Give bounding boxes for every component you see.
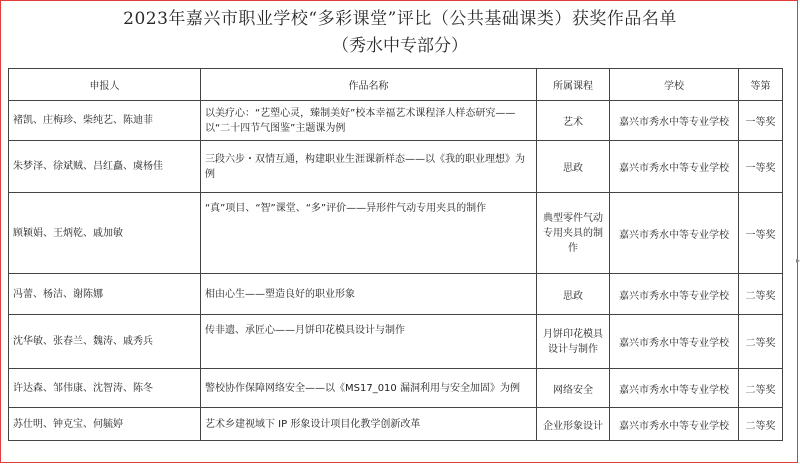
cell-applicant: 顾颖娟、王炳乾、戚加敏 bbox=[9, 193, 201, 274]
header-course: 所属课程 bbox=[537, 69, 610, 101]
cell-course: 网络安全 bbox=[537, 369, 610, 408]
cell-work: 相由心生——塑造良好的职业形象 bbox=[201, 274, 537, 315]
cell-work: 以美疗心：“艺塑心灵，臻制美好”校本幸福艺术课程泽人样态研究——以“二十四节气图鉴”主题课为例 bbox=[201, 101, 537, 141]
cell-grade: 二等奖 bbox=[739, 369, 783, 408]
table-row bbox=[9, 315, 783, 369]
cell-grade: 二等奖 bbox=[739, 408, 783, 441]
edge-marker-icon: ▸ bbox=[795, 256, 800, 265]
header-applicant: 申报人 bbox=[9, 69, 201, 101]
table-row bbox=[9, 408, 783, 441]
cell-work: 艺术乡建视域下 IP 形象设计项目化教学创新改革 bbox=[201, 408, 537, 441]
cell-applicant: 苏仕明、钟克宝、何毓婷 bbox=[9, 408, 201, 441]
cell-applicant: 沈华敏、张春兰、魏涛、戚秀兵 bbox=[9, 315, 201, 369]
cell-school: 嘉兴市秀水中等专业学校 bbox=[610, 193, 739, 274]
cell-school: 嘉兴市秀水中等专业学校 bbox=[610, 369, 739, 408]
cell-school: 嘉兴市秀水中等专业学校 bbox=[610, 408, 739, 441]
cell-course: 月饼印花模具设计与制作 bbox=[537, 315, 610, 369]
cell-grade: 一等奖 bbox=[739, 141, 783, 193]
table-row bbox=[9, 141, 783, 193]
cell-work: 三段六步・双情互通，构建职业生涯课新样态——以《我的职业理想》为例 bbox=[201, 141, 537, 193]
table-row bbox=[9, 101, 783, 141]
header-grade: 等第 bbox=[739, 69, 783, 101]
cell-grade: 一等奖 bbox=[739, 101, 783, 141]
table-row bbox=[9, 369, 783, 408]
cell-school: 嘉兴市秀水中等专业学校 bbox=[610, 315, 739, 369]
table-row bbox=[9, 274, 783, 315]
header-work: 作品名称 bbox=[201, 69, 537, 101]
cell-school: 嘉兴市秀水中等专业学校 bbox=[610, 274, 739, 315]
awards-table bbox=[8, 68, 783, 441]
document-title: 2023年嘉兴市职业学校“多彩课堂”评比（公共基础课类）获奖作品名单 bbox=[123, 9, 677, 29]
cell-course: 思政 bbox=[537, 141, 610, 193]
cell-school: 嘉兴市秀水中等专业学校 bbox=[610, 101, 739, 141]
cell-grade: 二等奖 bbox=[739, 274, 783, 315]
table-header-row bbox=[9, 69, 783, 101]
cell-course: 企业形象设计 bbox=[537, 408, 610, 441]
cell-school: 嘉兴市秀水中等专业学校 bbox=[610, 141, 739, 193]
table-row bbox=[9, 193, 783, 274]
cell-course: 典型零件气动专用夹具的制作 bbox=[537, 193, 610, 274]
cell-work: “真”项目、“智”课堂、“多”评价——异形件气动专用夹具的制作 bbox=[201, 193, 537, 274]
header-school: 学校 bbox=[610, 69, 739, 101]
cell-applicant: 许达森、邹伟康、沈智涛、陈冬 bbox=[9, 369, 201, 408]
cell-work: 传非遗、承匠心——月饼印花模具设计与制作 bbox=[201, 315, 537, 369]
cell-work: 警校协作保障网络安全——以《MS17_010 漏洞利用与安全加固》为例 bbox=[201, 369, 537, 408]
cell-applicant: 冯蕾、杨洁、谢陈娜 bbox=[9, 274, 201, 315]
cell-grade: 一等奖 bbox=[739, 193, 783, 274]
cell-course: 思政 bbox=[537, 274, 610, 315]
cell-course: 艺术 bbox=[537, 101, 610, 141]
cell-grade: 二等奖 bbox=[739, 315, 783, 369]
cell-applicant: 褚凯、庄梅珍、柴纯艺、陈迪菲 bbox=[9, 101, 201, 141]
cell-applicant: 朱梦泽、徐斌贼、吕红矗、虞杨佳 bbox=[9, 141, 201, 193]
document-subtitle: （秀水中专部分） bbox=[332, 36, 468, 56]
